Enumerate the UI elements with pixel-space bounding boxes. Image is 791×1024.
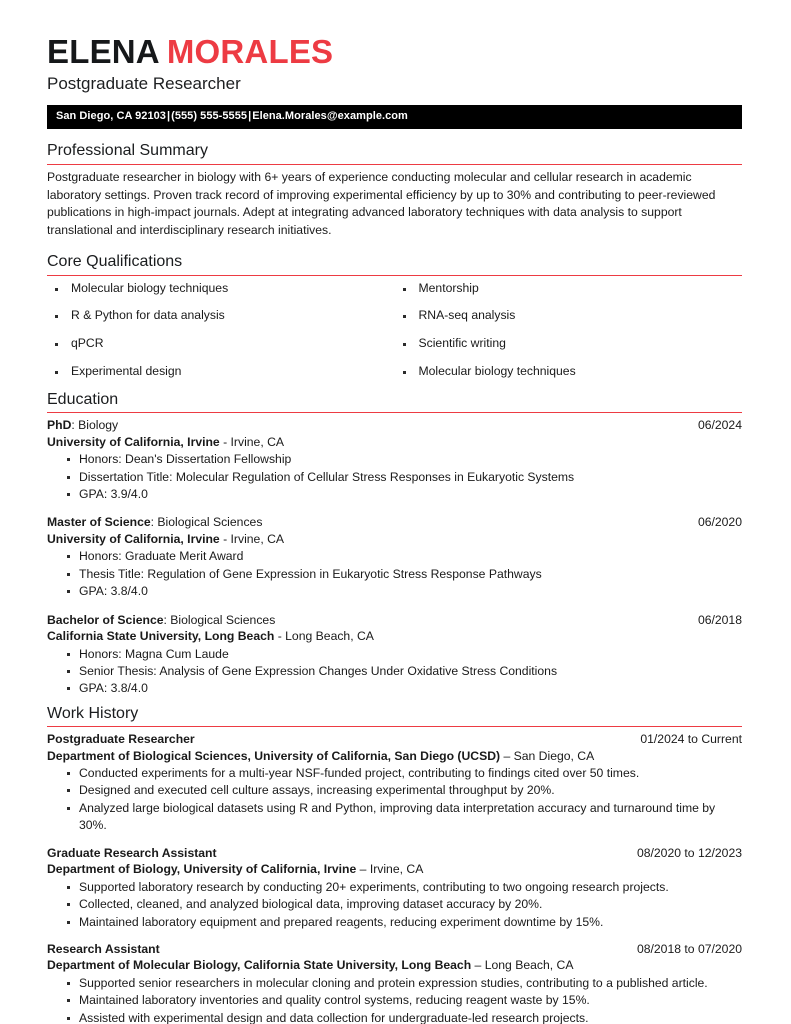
list-item: [47, 308, 395, 324]
contact-separator-1: |: [166, 110, 171, 123]
education-entry-header: [47, 514, 742, 530]
work-role-line: [47, 845, 217, 861]
work-bullets: [47, 975, 742, 1024]
qualifications-columns: [47, 281, 742, 380]
education-location: - Irvine, CA: [219, 531, 285, 546]
work-role-line: [47, 731, 195, 747]
education-entry-header: [47, 612, 742, 628]
list-item: [47, 548, 742, 565]
education-degree-line: [47, 514, 262, 530]
list-item: [47, 782, 742, 799]
list-item: [47, 680, 742, 697]
bullet-icon: [67, 476, 70, 479]
qualifications-column-right: [395, 281, 743, 380]
work-date: 08/2018 to 07/2020: [636, 942, 742, 957]
list-item: [47, 896, 742, 913]
bullet-icon: [67, 1017, 70, 1020]
work-entry: [47, 731, 742, 835]
education-location: - Long Beach, CA: [274, 629, 374, 644]
bullet-text: Honors: Magna Cum Laude: [79, 646, 229, 661]
bullet-text: Collected, cleaned, and analyzed biological data, improving dataset accuracy by 20%.: [79, 897, 543, 912]
work-employer: Department of Molecular Biology, California State University, Long Beach: [47, 958, 472, 973]
contact-email[interactable]: Elena.Morales@example.com: [252, 110, 408, 123]
work-employer: Department of Biology, University of California, Irvine: [47, 862, 357, 877]
bullet-text: Maintained laboratory inventories and quality control systems, reducing reagent waste by 15%.: [79, 993, 590, 1008]
bullet-icon: [67, 903, 70, 906]
bullet-icon: [403, 315, 406, 318]
education-date: 06/2018: [697, 612, 742, 627]
list-item: [47, 765, 742, 782]
education-date: 06/2024: [697, 418, 742, 433]
qualification-label: R & Python for data analysis: [71, 308, 225, 323]
education-degree: PhD: [47, 418, 72, 433]
bullet-icon: [67, 653, 70, 656]
education-entry-list: [47, 417, 742, 698]
work-employer-line: [47, 861, 742, 877]
summary-body: Postgraduate researcher in biology with 6+ years of experience conducting molecular and cellular research in academic laboratory settings. Proven track record of improving experimental efficiency by up to 30% and contributing to peer-reviewed publications in high-impact journals. Adept at integrating advanced laboratory techniques with data analysis to support translational and interdisciplinary research initiatives.: [47, 169, 716, 238]
list-item: [47, 800, 742, 835]
list-item: [47, 469, 742, 486]
education-school-line: [47, 434, 742, 450]
bullet-text: Honors: Graduate Merit Award: [79, 549, 244, 564]
bullet-icon: [67, 886, 70, 889]
list-item: [395, 336, 743, 352]
qualification-label: Scientific writing: [418, 336, 506, 351]
bullet-icon: [67, 573, 70, 576]
work-entry-header: [47, 845, 742, 861]
work-location: – Long Beach, CA: [471, 958, 574, 973]
bullet-text: Supported senior researchers in molecular cloning and protein expression studies, contributing to a published article.: [79, 975, 708, 990]
candidate-job-title: Postgraduate Researcher: [47, 73, 241, 93]
bullet-text: Analyzed large biological datasets using R and Python, improving data interpretation accuracy and turnaround time by 30%.: [79, 800, 716, 833]
qualification-label: Mentorship: [418, 280, 479, 295]
list-item: [47, 975, 742, 992]
list-item: [47, 566, 742, 583]
education-bullets: [47, 451, 742, 503]
bullet-text: Conducted experiments for a multi-year NSF-funded project, contributing to findings cited over 50 times.: [79, 766, 640, 781]
list-item: [395, 364, 743, 380]
education-degree-line: [47, 417, 118, 433]
education-field: : Biological Sciences: [163, 612, 276, 627]
education-field: : Biology: [71, 418, 119, 433]
bullet-icon: [67, 772, 70, 775]
bullet-icon: [67, 670, 70, 673]
section-work-history: [47, 704, 742, 1024]
bullet-text: Maintained laboratory equipment and prepared reagents, reducing experiment downtime by 15%.: [79, 914, 604, 929]
work-date: 08/2020 to 12/2023: [636, 845, 742, 860]
bullet-icon: [67, 789, 70, 792]
education-entry: [47, 514, 742, 600]
education-bullets: [47, 548, 742, 600]
work-bullets: [47, 765, 742, 835]
bullet-icon: [67, 982, 70, 985]
bullet-icon: [403, 371, 406, 374]
qualification-label: Molecular biology techniques: [418, 364, 576, 379]
section-title-qualifications: Core Qualifications: [47, 252, 742, 275]
education-school: University of California, Irvine: [47, 531, 220, 546]
work-employer-line: [47, 957, 742, 973]
education-date: 06/2020: [697, 515, 742, 530]
education-bullets: [47, 646, 742, 698]
section-education: [47, 390, 742, 698]
bullet-icon: [403, 288, 406, 291]
bullet-text: Thesis Title: Regulation of Gene Expression in Eukaryotic Stress Response Pathways: [79, 566, 542, 581]
work-entry-header: [47, 941, 742, 957]
education-school: University of California, Irvine: [47, 434, 220, 449]
work-role: Postgraduate Researcher: [47, 732, 195, 747]
candidate-first-name: ELENA: [47, 33, 160, 70]
work-role: Graduate Research Assistant: [47, 845, 217, 860]
bullet-icon: [67, 687, 70, 690]
qualification-label: Molecular biology techniques: [71, 280, 229, 295]
work-entry: [47, 845, 742, 931]
work-entry-header: [47, 731, 742, 747]
education-field: : Biological Sciences: [150, 515, 263, 530]
contact-bar: [47, 105, 742, 129]
section-professional-summary: [47, 141, 742, 240]
section-title-work-history: Work History: [47, 704, 742, 727]
education-degree: Bachelor of Science: [47, 612, 164, 627]
bullet-text: GPA: 3.8/4.0: [79, 584, 148, 599]
work-entry: [47, 941, 742, 1024]
bullet-icon: [55, 371, 58, 374]
list-item: [47, 336, 395, 352]
education-school-line: [47, 628, 742, 644]
list-item: [47, 992, 742, 1009]
list-item: [47, 646, 742, 663]
bullet-icon: [67, 555, 70, 558]
education-entry: [47, 612, 742, 698]
work-entry-list: [47, 731, 742, 1024]
work-location: – Irvine, CA: [356, 862, 424, 877]
bullet-icon: [67, 458, 70, 461]
work-location: – San Diego, CA: [500, 748, 595, 763]
list-item: [47, 879, 742, 896]
education-location: - Irvine, CA: [219, 434, 285, 449]
bullet-icon: [55, 343, 58, 346]
education-entry: [47, 417, 742, 503]
qualification-label: RNA-seq analysis: [418, 308, 516, 323]
candidate-name: [47, 34, 742, 71]
resume-header: [47, 34, 742, 129]
candidate-last-name: MORALES: [166, 33, 334, 70]
bullet-icon: [67, 493, 70, 496]
qualification-label: Experimental design: [71, 364, 182, 379]
section-title-education: Education: [47, 390, 742, 413]
section-title-summary: Professional Summary: [47, 141, 742, 164]
education-degree-line: [47, 612, 275, 628]
bullet-icon: [55, 315, 58, 318]
qualification-label: qPCR: [71, 336, 104, 351]
bullet-icon: [67, 921, 70, 924]
list-item: [47, 663, 742, 680]
work-employer: Department of Biological Sciences, University of California, San Diego (UCSD): [47, 748, 501, 763]
contact-location: San Diego, CA 92103: [56, 110, 166, 123]
bullet-text: GPA: 3.9/4.0: [79, 486, 148, 501]
education-school: California State University, Long Beach: [47, 629, 275, 644]
list-item: [47, 364, 395, 380]
qualifications-column-left: [47, 281, 395, 380]
bullet-text: Dissertation Title: Molecular Regulation of Cellular Stress Responses in Eukaryotic Systems: [79, 469, 575, 484]
bullet-icon: [55, 288, 58, 291]
bullet-text: Assisted with experimental design and data collection for undergraduate-led research projects.: [79, 1010, 589, 1024]
bullet-text: GPA: 3.8/4.0: [79, 681, 148, 696]
work-role: Research Assistant: [47, 942, 160, 957]
bullet-text: Designed and executed cell culture assays, increasing experimental throughput by 20%.: [79, 783, 555, 798]
bullet-text: Senior Thesis: Analysis of Gene Expression Changes Under Oxidative Stress Conditions: [79, 664, 558, 679]
list-item: [395, 308, 743, 324]
list-item: [395, 281, 743, 297]
education-degree: Master of Science: [47, 515, 151, 530]
work-employer-line: [47, 748, 742, 764]
list-item: [47, 914, 742, 931]
bullet-text: Supported laboratory research by conducting 20+ experiments, contributing to two ongoing research projects.: [79, 879, 669, 894]
bullet-icon: [67, 807, 70, 810]
contact-phone[interactable]: (555) 555-5555: [171, 110, 248, 123]
list-item: [47, 583, 742, 600]
work-date: 01/2024 to Current: [640, 732, 742, 747]
list-item: [47, 486, 742, 503]
work-bullets: [47, 879, 742, 931]
contact-separator-2: |: [248, 110, 252, 123]
work-role-line: [47, 941, 160, 957]
bullet-icon: [403, 343, 406, 346]
section-core-qualifications: [47, 252, 742, 380]
education-entry-header: [47, 417, 742, 433]
bullet-icon: [67, 590, 70, 593]
list-item: [47, 1010, 742, 1024]
bullet-text: Honors: Dean's Dissertation Fellowship: [79, 452, 292, 467]
list-item: [47, 451, 742, 468]
education-school-line: [47, 531, 742, 547]
list-item: [47, 281, 395, 297]
bullet-icon: [67, 999, 70, 1002]
